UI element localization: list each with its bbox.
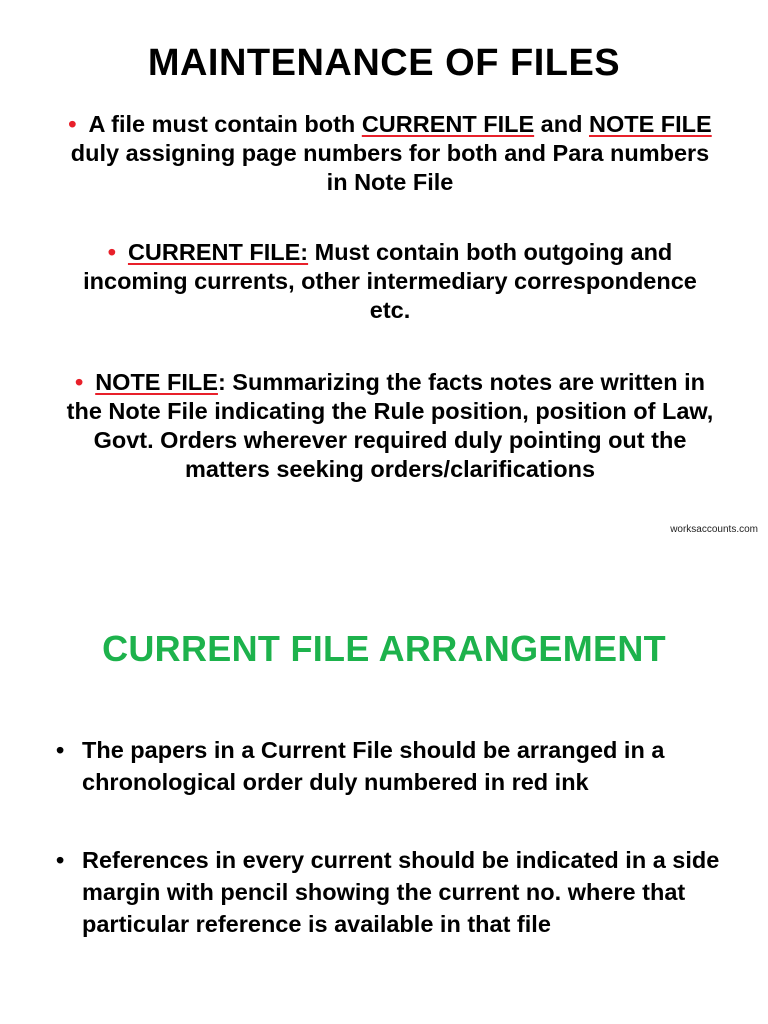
bullet-text: References in every current should be indicated in a side margin with pencil showing the current no. where that particular reference is available in that file: [82, 847, 720, 937]
bullet-text: : Summarizing the facts notes are written in the Note File indicating the Rule position, position of Law, Govt. Orders wherever required duly pointing out the matters seeking orders/clarifications: [66, 369, 714, 482]
bullet-item: [56, 734, 736, 798]
bullet-item: [60, 238, 720, 325]
bullet-text: and: [534, 111, 589, 137]
bullet-text: duly assigning page numbers for both and Para numbers in Note File: [70, 140, 710, 195]
bullet-item: [60, 110, 720, 197]
bullet-item: [56, 844, 736, 940]
watermark-text: worksaccounts.com: [670, 524, 758, 535]
bullet-text: Must contain both outgoing and incoming currents, other intermediary correspondence etc.: [83, 239, 697, 323]
bullet-marker: •: [56, 847, 65, 873]
bullet-text: The papers in a Current File should be arranged in a chronological order duly numbered in red ink: [82, 737, 665, 795]
slide-current-file-arrangement: [0, 600, 768, 1024]
underlined-term: NOTE FILE: [95, 369, 218, 395]
bullet-marker: •: [74, 369, 84, 395]
underlined-term: NOTE FILE: [588, 111, 712, 137]
slide-title: MAINTENANCE OF FILES: [147, 42, 621, 84]
bullet-marker: •: [68, 111, 77, 137]
bullet-marker: •: [56, 737, 65, 763]
bullet-text: A file must contain both: [88, 111, 362, 137]
bullet-marker: •: [107, 239, 116, 265]
slide-title: CURRENT FILE ARRANGEMENT: [102, 628, 666, 669]
underlined-term: CURRENT FILE:: [127, 239, 309, 265]
bullet-item: [60, 368, 720, 484]
underlined-term: CURRENT FILE: [361, 111, 535, 137]
